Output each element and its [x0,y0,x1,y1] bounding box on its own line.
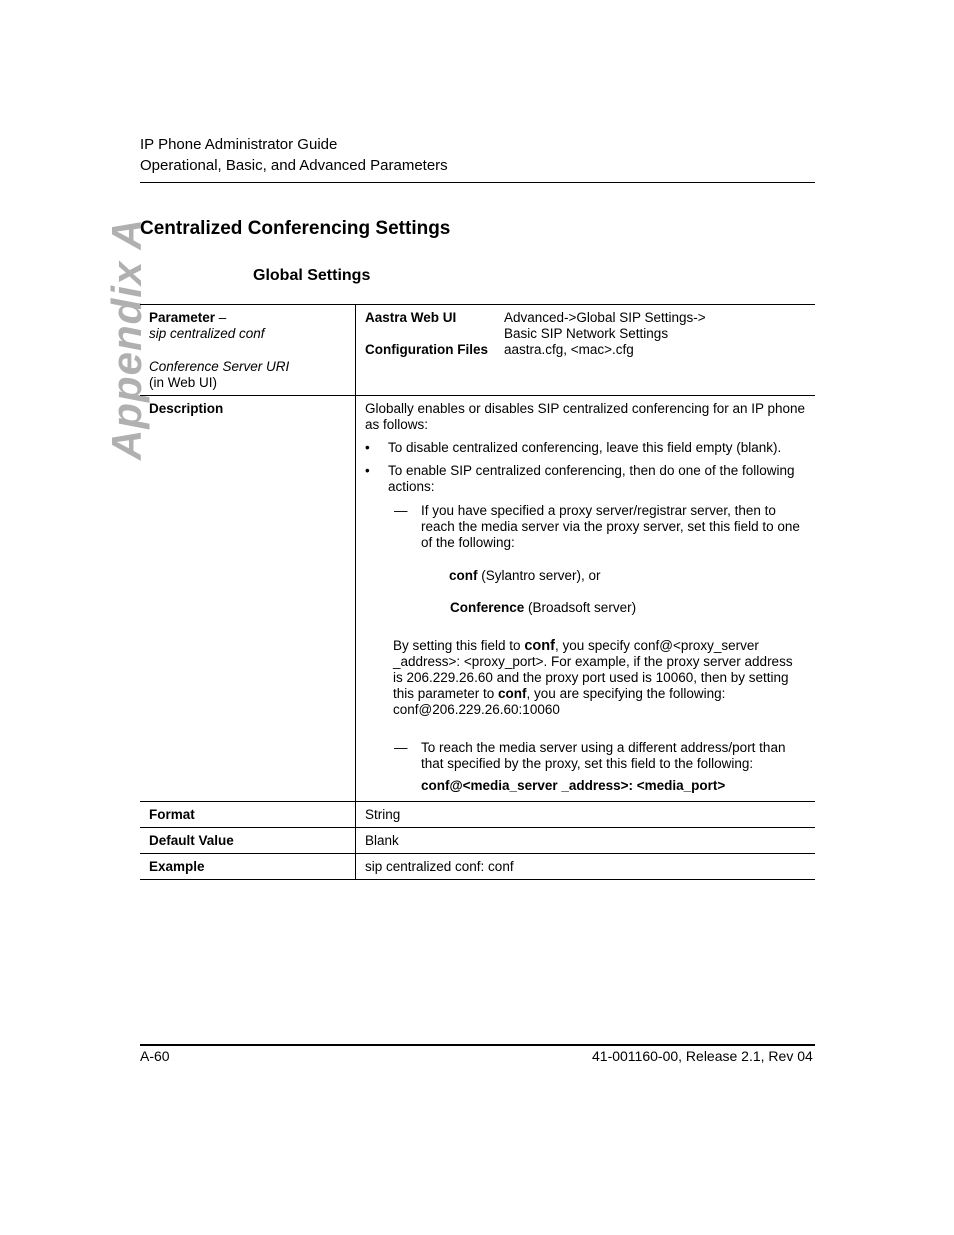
parameter-web-note: (in Web UI) [149,375,218,390]
description-label: Description [140,396,356,802]
para-conf-2: conf [498,686,527,701]
option-conference-text: (Broadsoft server) [524,600,637,615]
description-dash-2 [365,740,806,772]
table-row-format [140,802,815,828]
config-files-value: aastra.cfg, <mac>.cfg [504,342,634,357]
parameter-table [140,304,815,880]
parameter-cell [140,305,356,396]
dash-2-text: To reach the media server using a different address/port than that specified by the proxy, set this field to the following: [421,740,786,771]
para-text-c: , you are specifying the following: conf@206.229.26.60:10060 [393,686,726,717]
web-ui-label: Aastra Web UI [365,310,457,325]
description-cell [356,396,816,802]
parameter-label: Parameter [149,310,216,325]
description-bullet-1: • To disable centralized conferencing, leave this field empty (blank). [365,440,806,456]
parameter-web-name: Conference Server URI [149,359,290,374]
table-row-example [140,854,815,880]
format-value: String [365,807,401,822]
parameter-name: sip centralized conf [149,326,265,341]
config-files-label: Configuration Files [365,342,488,357]
example-label: Example [140,854,356,880]
dash-mark: — [394,503,408,518]
footer-rule [140,1044,815,1046]
dash-1-text: If you have specified a proxy server/registrar server, then to reach the media server via the proxy server, set this field to one of the following: [421,503,800,550]
web-ui-path-2: Basic SIP Network Settings [504,326,669,341]
default-label: Default Value [140,828,356,854]
header-chapter-title: Operational, Basic, and Advanced Parameters [140,157,448,174]
default-value: Blank [365,833,399,848]
table-row-default [140,828,815,854]
option-conf-bold: conf [449,568,478,583]
format-label: Format [140,802,356,828]
para-conf: conf [524,638,555,654]
appendix-side-tab: Appendix A [103,218,150,460]
table-row-description [140,396,815,802]
web-ui-cell [356,305,816,396]
example-value: sip centralized conf: conf [365,859,514,874]
description-intro: Globally enables or disables SIP centralized conferencing for an IP phone as follows: [365,401,806,432]
document-release: 41-001160-00, Release 2.1, Rev 04 [592,1048,813,1064]
option-conference-bold: Conference [450,600,525,615]
description-bullet-2: • To enable SIP centralized conferencing, then do one of the following actions: [365,463,806,495]
description-paragraph [365,638,806,718]
option-conference [365,600,806,616]
option-conf-text: (Sylantro server), or [477,568,601,583]
para-text-a: By setting this field to [393,638,525,653]
header-guide-title: IP Phone Administrator Guide [140,136,338,153]
section-title: Centralized Conferencing Settings [140,218,451,239]
option-conf [365,568,806,584]
para-text-b: , you specify conf@<proxy_server _address>: <proxy_port>. For example, if the proxy server address is 206.229.26.60 and the proxy port used is 10060, then by setting this parameter to [393,638,793,701]
subsection-title: Global Settings [253,267,371,284]
parameter-dash: – [215,310,227,325]
media-server-format: conf@<media_server _address>: <media_port> [421,778,726,793]
header-rule [140,182,815,183]
dash-mark: — [394,740,408,755]
web-ui-path-1: Advanced->Global SIP Settings-> [504,310,706,325]
page-number: A-60 [140,1048,170,1064]
table-row-parameter [140,305,815,396]
description-dash-1 [365,503,806,551]
